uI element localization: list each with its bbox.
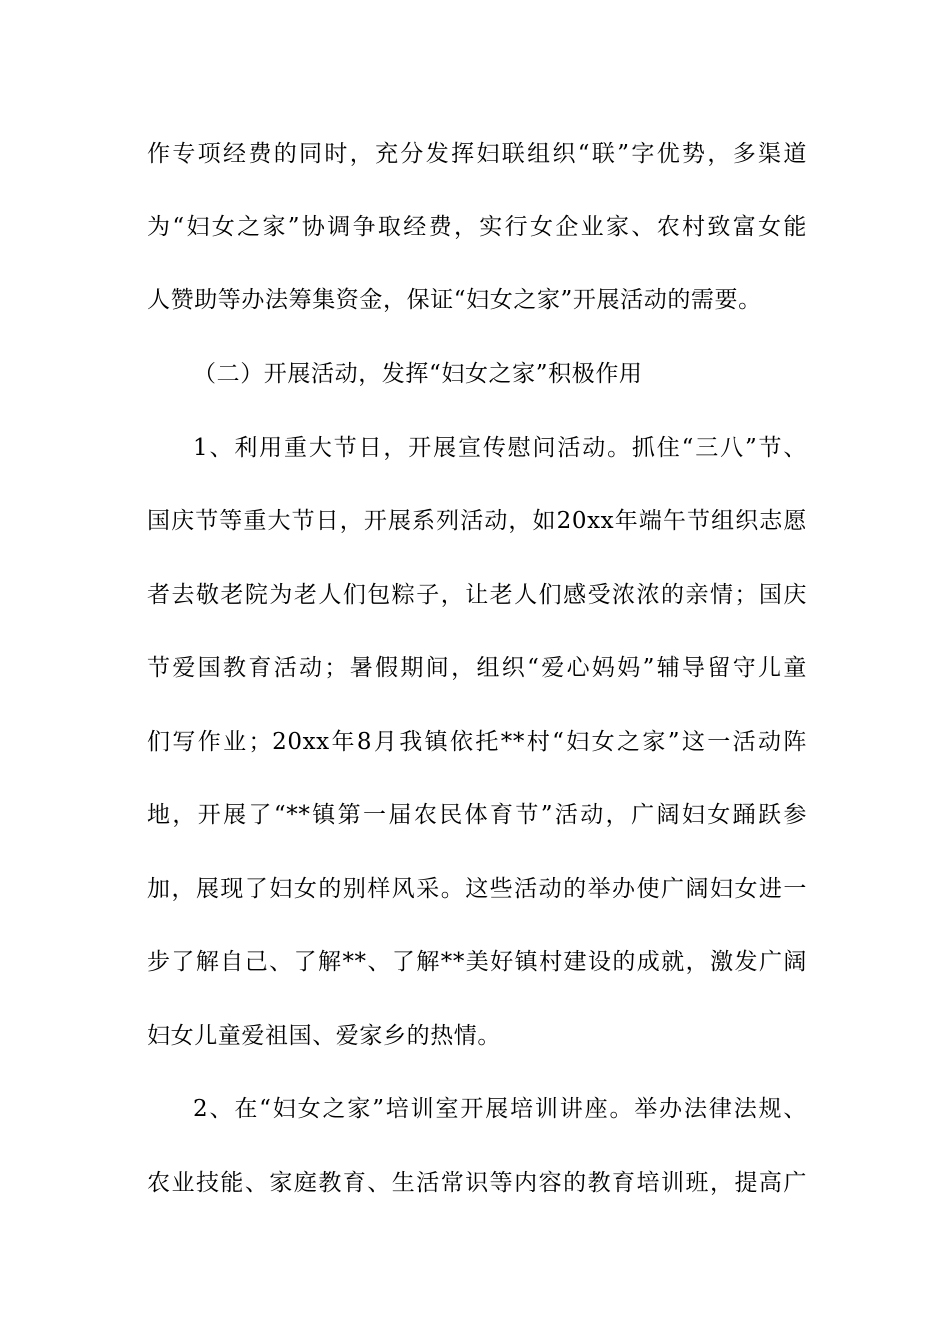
section-heading: （二）开展活动，发挥“妇女之家”积极作用 xyxy=(193,361,643,387)
paragraph-line: 加，展现了妇女的别样风采。这些活动的举办使广阔妇女进一 xyxy=(147,876,807,902)
paragraph-line: 1、利用重大节日，开展宣传慰问活动。抓住“三八”节、 xyxy=(193,435,807,461)
paragraph-line: 妇女儿童爱祖国、爱家乡的热情。 xyxy=(147,1023,501,1049)
paragraph-line: 地，开展了“**镇第一届农民体育节”活动，广阔妇女踊跃参 xyxy=(147,802,807,828)
paragraph-line: 作专项经费的同时，充分发挥妇联组织“联”字优势，多渠道 xyxy=(147,141,807,167)
paragraph-line: 国庆节等重大节日，开展系列活动，如20xx年端午节组织志愿 xyxy=(147,508,807,534)
paragraph-line: 为“妇女之家”协调争取经费，实行女企业家、农村致富女能 xyxy=(147,214,807,240)
paragraph-line: 节爱国教育活动；暑假期间，组织“爱心妈妈”辅导留守儿童 xyxy=(147,655,807,681)
paragraph-line: 步了解自己、了解**、了解**美好镇村建设的成就，激发广阔 xyxy=(147,949,807,975)
paragraph-line: 们写作业；20xx年8月我镇依托**村“妇女之家”这一活动阵 xyxy=(147,729,807,755)
paragraph-line: 2、在“妇女之家”培训室开展培训讲座。举办法律法规、 xyxy=(193,1096,807,1122)
paragraph-line: 人赞助等办法筹集资金，保证“妇女之家”开展活动的需要。 xyxy=(147,287,762,313)
paragraph-line: 者去敬老院为老人们包粽子，让老人们感受浓浓的亲情；国庆 xyxy=(147,582,807,608)
paragraph-line: 农业技能、家庭教育、生活常识等内容的教育培训班，提高广 xyxy=(147,1170,807,1196)
